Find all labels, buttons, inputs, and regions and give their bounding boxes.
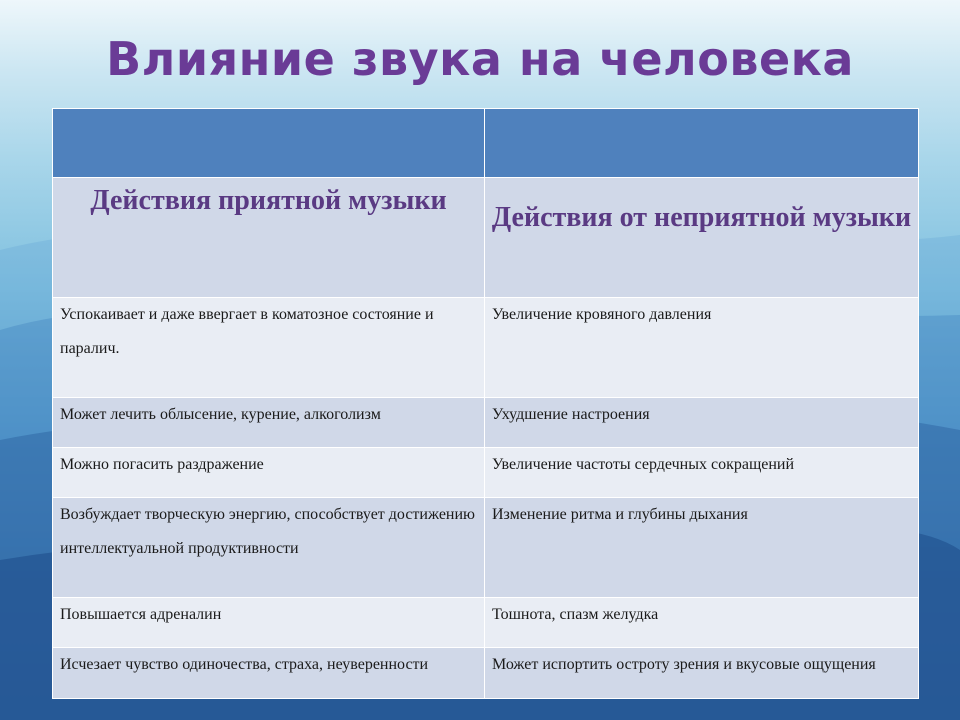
table-cell: Исчезает чувство одиночества, страха, неуверенности <box>53 648 485 699</box>
table-cell: Можно погасить раздражение <box>53 448 485 498</box>
table-row <box>53 598 919 648</box>
table-cell: Может лечить облысение, курение, алкоголизм <box>53 397 485 447</box>
table-cell: Увеличение кровяного давления <box>485 298 919 398</box>
table-top-bar-cell <box>485 109 919 178</box>
table-header-row <box>53 178 919 298</box>
comparison-table <box>52 108 919 699</box>
table-top-bar-cell <box>53 109 485 178</box>
table-row <box>53 298 919 398</box>
slide-title: Влияние звука на человека <box>106 32 854 86</box>
table-row <box>53 498 919 598</box>
table-cell: Увеличение частоты сердечных сокращений <box>485 448 919 498</box>
table-row <box>53 448 919 498</box>
table-cell: Возбуждает творческую энергию, способствует достижению интеллектуальной продуктивности <box>53 498 485 598</box>
table-cell: Тошнота, спазм желудка <box>485 598 919 648</box>
table-row <box>53 397 919 447</box>
table-cell: Может испортить остроту зрения и вкусовые ощущения <box>485 648 919 699</box>
table-cell: Успокаивает и даже ввергает в коматозное состояние и паралич. <box>53 298 485 398</box>
table-row <box>53 648 919 699</box>
table-cell: Изменение ритма и глубины дыхания <box>485 498 919 598</box>
table-cell: Ухудшение настроения <box>485 397 919 447</box>
table-top-bar <box>53 109 919 178</box>
table-cell: Повышается адреналин <box>53 598 485 648</box>
column-header-unpleasant: Действия от неприятной музыки <box>485 178 919 298</box>
column-header-pleasant: Действия приятной музыки <box>53 178 485 298</box>
